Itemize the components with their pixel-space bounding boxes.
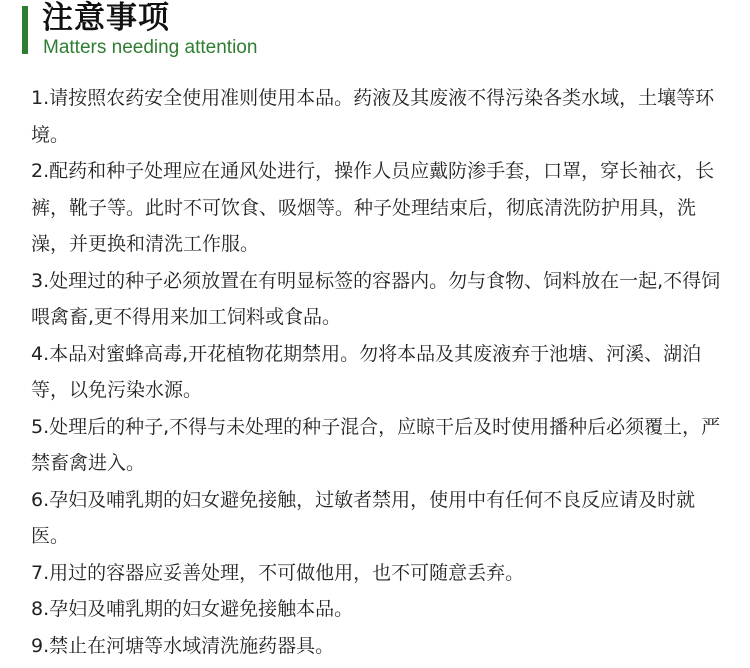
list-item: 5.处理后的种子,不得与未处理的种子混合，应晾干后及时使用播种后必须覆土，严禁畜禽进入。 xyxy=(31,415,721,474)
list-item: 6.孕妇及哺乳期的妇女避免接触，过敏者禁用，使用中有任何不良反应请及时就医。 xyxy=(31,488,696,547)
list-item: 4.本品对蜜蜂高毒,开花植物花期禁用。勿将本品及其废液弃于池塘、河溪、湖泊等，以免污染水源。 xyxy=(31,342,702,401)
list-item: 8.孕妇及哺乳期的妇女避免接触本品。 xyxy=(31,598,354,620)
section-header xyxy=(22,0,722,60)
list-item: 9.禁止在河塘等水域清洗施药器具。 xyxy=(31,634,335,657)
list-item: 2.配药和种子处理应在通风处进行，操作人员应戴防渗手套，口罩，穿长袖衣，长裤，靴子等。此时不可饮食、吸烟等。种子处理结束后，彻底清洗防护用具，洗澡，并更换和清洗工作服。 xyxy=(31,160,715,255)
page-title: 注意事项 xyxy=(42,0,170,36)
precautions-list xyxy=(31,80,721,664)
list-item: 7.用过的容器应妥善处理，不可做他用，也不可随意丢弃。 xyxy=(31,561,525,584)
list-item: 3.处理过的种子必须放置在有明显标签的容器内。勿与食物、饲料放在一起,不得饲喂禽畜,更不得用来加工饲料或食品。 xyxy=(31,269,721,328)
accent-bar xyxy=(22,6,28,54)
list-item: 1.请按照农药安全使用准则使用本品。药液及其废液不得污染各类水域，土壤等环境。 xyxy=(31,87,715,146)
page-subtitle: Matters needing attention xyxy=(43,37,258,58)
